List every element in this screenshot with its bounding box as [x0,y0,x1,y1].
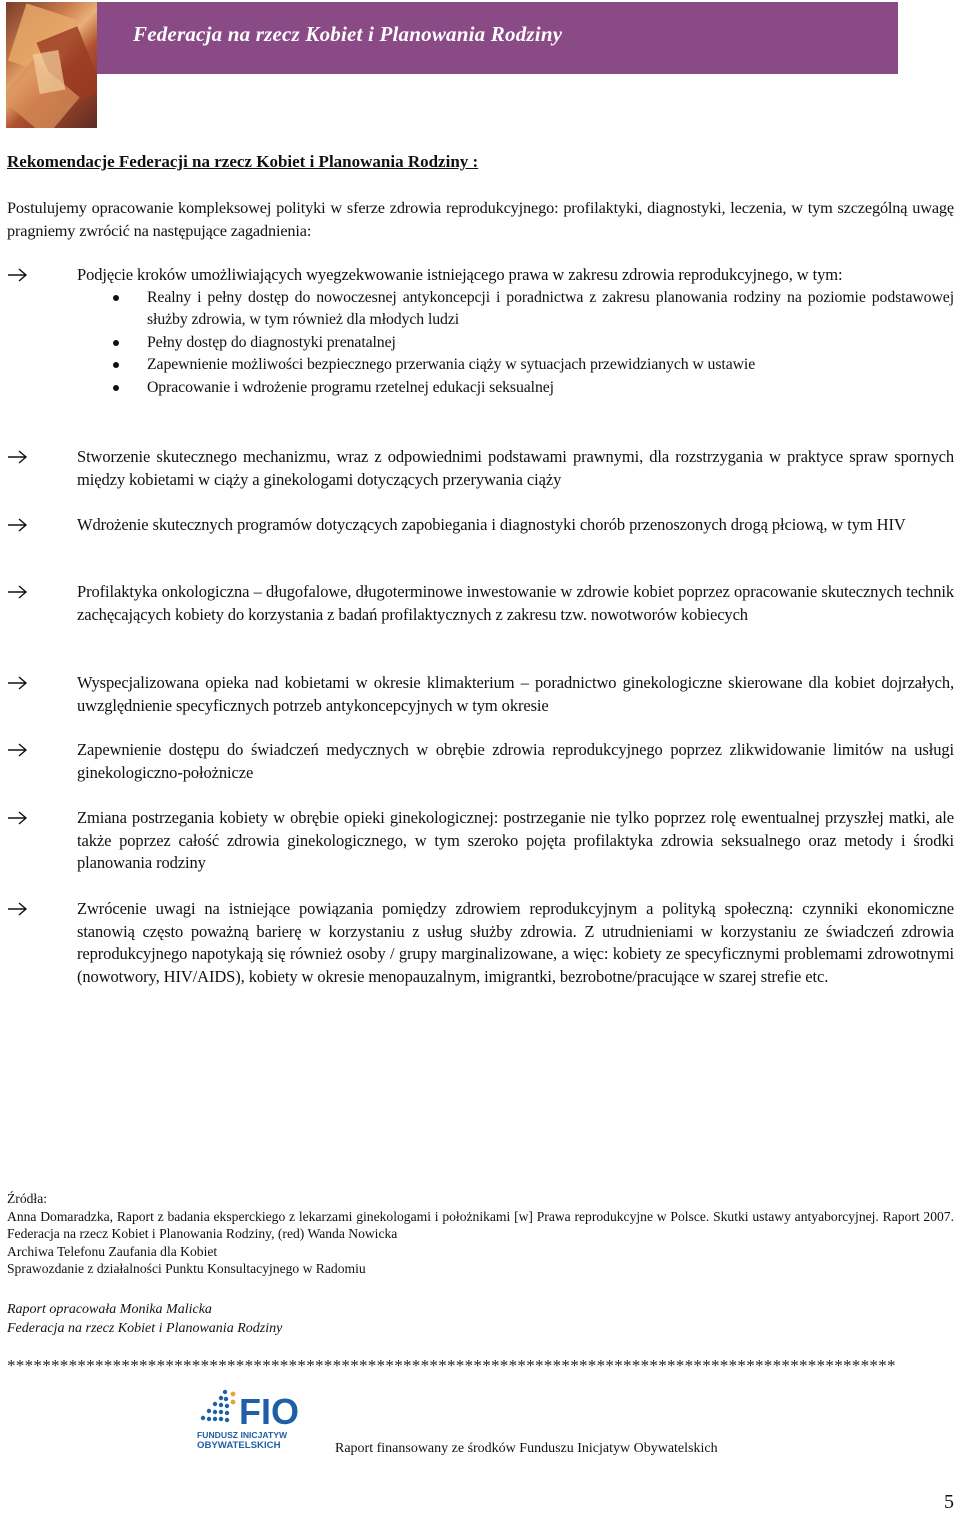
fio-logo-text: FIO [239,1391,299,1432]
arrow-right-icon [7,517,29,533]
bullet-icon [113,295,119,301]
recommendation-item [7,581,954,626]
recommendation-text: Zapewnienie dostępu do świadczeń medycznych w obrębie zdrowia reprodukcyjnego poprzez zlikwidowanie limitów na usługi ginekologiczno-położnicze [77,740,954,782]
arrow-right-icon [7,449,29,465]
source-entry: Anna Domaradzka, Raport z badania eksperckiego z lekarzami ginekologami i położnikami [w] Prawa reprodukcyjne w Polsce. Skutki ustawy antyaborcyjnej. Raport 2007. Federacja na rzecz Kobiet i Planowania Rodziny, (red) Wanda Nowicka [7,1208,954,1241]
recommendation-text: Podjęcie kroków umożliwiających wyegzekwowanie istniejącego prawa w zakresu zdrowia reprodukcyjnego, w tym: [77,265,843,284]
page-number: 5 [944,1491,954,1513]
intro-paragraph: Postulujemy opracowanie kompleksowej polityki w sferze zdrowia reprodukcyjnego: profilaktyki, diagnostyki, leczenia, w tym szczególną uwagę pragniemy zwrócić na następujące zagadnienia: [7,198,954,240]
funding-caption: Raport finansowany ze środków Funduszu Inicjatyw Obywatelskich [335,1441,718,1456]
bullet-list [7,287,954,400]
sources-label: Źródła: [7,1191,48,1206]
recommendation-text: Wdrożenie skutecznych programów dotyczących zapobiegania i diagnostyki chorób przenoszonych drogą płciową, w tym HIV [77,515,906,534]
bullet-icon [113,385,119,391]
recommendation-item [7,514,954,537]
author-organization: Federacja na rzecz Kobiet i Planowania Rodziny [7,1321,283,1336]
fio-logo [195,1386,321,1452]
sources-section [7,1190,954,1278]
bullet-icon [113,340,119,346]
author-block [7,1300,282,1338]
list-item: Realny i pełny dostęp do nowoczesnej antykoncepcji i poradnictwa z zakresu planowania rodziny na poziomie podstawowej służby zdrowia, w tym również dla młodych ludzi [7,287,954,332]
arrow-right-icon [7,267,29,283]
recommendation-item [7,446,954,491]
page-title: Rekomendacje Federacji na rzecz Kobiet i Planowania Rodziny : [7,152,479,171]
fio-logo-line2: OBYWATELSKICH [197,1440,281,1451]
source-entry: Archiwa Telefonu Zaufania dla Kobiet [7,1243,218,1259]
list-item: Zapewnienie możliwości bezpiecznego przerwania ciąży w sytuacjach przewidzianych w ustawie [7,354,954,377]
header-artwork [6,2,97,128]
recommendation-item [7,807,954,875]
arrow-right-icon [7,742,29,758]
recommendation-item [7,898,954,989]
recommendation-item [7,264,954,399]
recommendation-item [7,672,954,717]
separator-stars: ***************************************************************************************************** [7,1356,896,1375]
recommendation-item [7,739,954,784]
recommendation-text: Zmiana postrzegania kobiety w obrębie opieki ginekologicznej: postrzeganie nie tylko poprzez rolę ewentualnej przyszłej matki, ale także poprzez całość zdrowia ginekologicznego, w tym szeroko pojęta profilaktyka zdrowia seksualnego oraz metody i środki planowania rodziny [77,808,954,873]
recommendation-text: Zwrócenie uwagi na istniejące powiązania pomiędzy zdrowiem reprodukcyjnym a polityką społeczną: czynniki ekonomiczne stanowią często poważną barierę w korzystaniu z usług służby zdrowia. Z utrudnieniami w korzystaniu ze świadczeń zdrowia reprodukcyjnego napotykają się również osoby / grupy marginalizowane, a więc: kobiety ze specyficznymi problemami zdrowotnymi (nowotwory, HIV/AIDS), kobiety w okresie menopauzalnym, imigrantki, bezrobotne/pracujące w szarej strefie etc. [77,899,954,987]
list-item: Opracowanie i wdrożenie programu rzetelnej edukacji seksualnej [7,377,954,400]
arrow-right-icon [7,584,29,600]
arrow-right-icon [7,901,29,917]
header-banner [97,2,898,74]
arrow-right-icon [7,675,29,691]
bullet-icon [113,362,119,368]
header-title: Federacja na rzecz Kobiet i Planowania Rodziny [133,22,563,46]
list-item: Pełny dostęp do diagnostyki prenatalnej [7,332,954,355]
recommendation-text: Profilaktyka onkologiczna – długofalowe, długoterminowe inwestowanie w zdrowie kobiet poprzez opracowanie skutecznych technik zachęcających kobiety do korzystania z badań profilaktycznych z zakresu tzw. nowotworów kobiecych [77,582,954,624]
source-entry: Sprawozdanie z działalności Punktu Konsultacyjnego w Radomiu [7,1261,366,1276]
arrow-right-icon [7,810,29,826]
recommendation-text: Stworzenie skutecznego mechanizmu, wraz z odpowiednimi podstawami prawnymi, dla rozstrzygania w praktyce spraw spornych między kobietami w ciąży a ginekologami dotyczących przerywania ciąży [77,447,954,489]
recommendation-text: Wyspecjalizowana opieka nad kobietami w okresie klimakterium – poradnictwo ginekologiczne skierowane dla kobiet dojrzałych, uwzględnienie specyficznych potrzeb antykoncepcyjnych w tym okresie [77,673,954,715]
fio-logo-line1: FUNDUSZ INICJATYW [197,1430,288,1440]
author-name: Raport opracowała Monika Malicka [7,1302,212,1317]
